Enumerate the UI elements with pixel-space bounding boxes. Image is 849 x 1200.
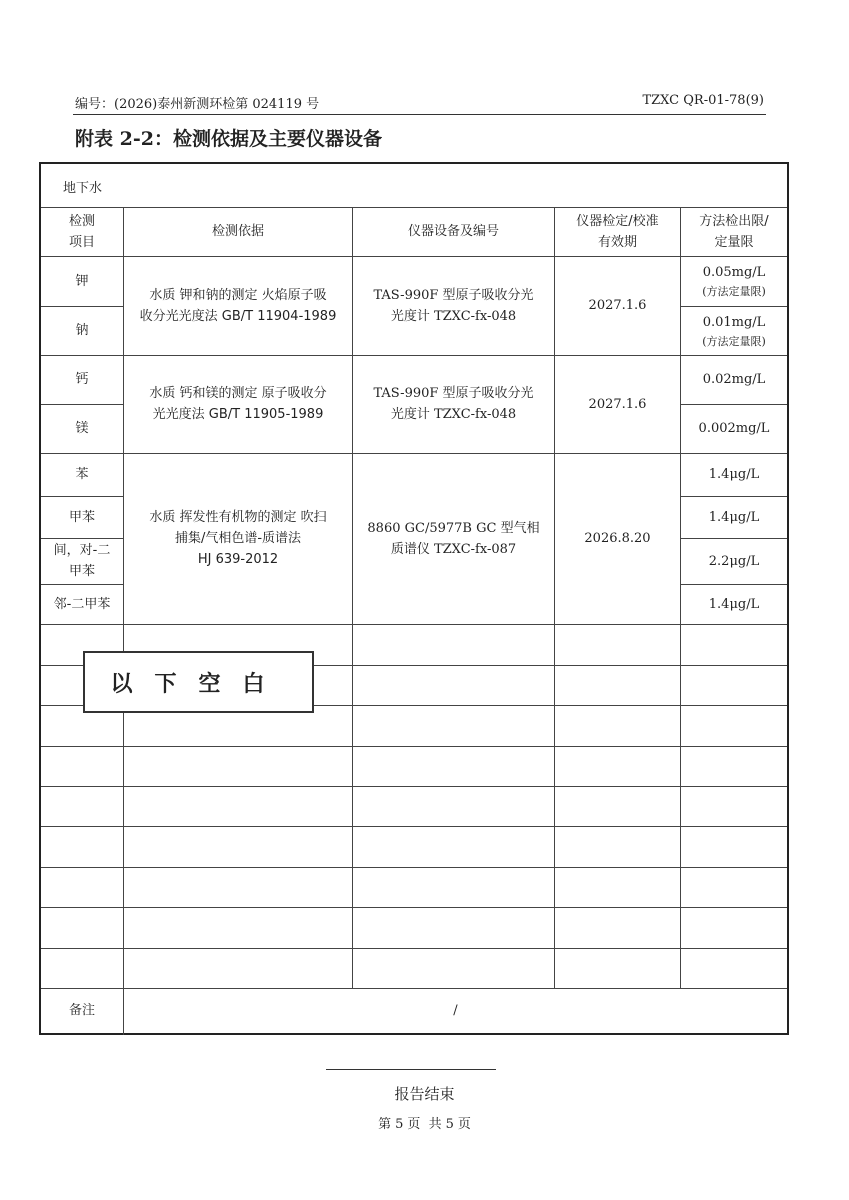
page-number: 第 5 页 共 5 页 xyxy=(378,1117,471,1132)
instrument: TAS-990F 型原子吸收分光 光度计 TZXC-fx-048 xyxy=(373,287,534,324)
rule xyxy=(41,867,787,868)
rule xyxy=(41,624,787,625)
detection-limit: 0.05mg/L (方法定量限) xyxy=(702,265,766,298)
detection-limit: 0.002mg/L xyxy=(698,421,770,436)
item-name: 镁 xyxy=(75,421,89,436)
rule xyxy=(41,907,787,908)
validity-date: 2026.8.20 xyxy=(584,531,651,546)
method-basis: 水质 钙和镁的测定 原子吸收分 光光度法 GB/T 11905-1989 xyxy=(149,386,327,422)
rule xyxy=(41,786,787,787)
section-label: 地下水 xyxy=(63,181,103,196)
rule xyxy=(41,746,787,747)
rule xyxy=(41,948,787,949)
header-doc-number: 编号：(2026)泰州新测环检第 024119 号 xyxy=(75,97,320,112)
item-name: 钠 xyxy=(75,323,89,338)
header-rule xyxy=(73,114,766,115)
detection-limit: 1.4μg/L xyxy=(708,596,760,612)
item-name: 苯 xyxy=(75,467,89,482)
instrument: 8860 GC/5977B GC 型气相 质谱仪 TZXC-fx-087 xyxy=(367,520,540,557)
item-name: 间，对-二 甲苯 xyxy=(53,543,111,579)
item-name: 钾 xyxy=(75,273,89,289)
col-header-validity: 仪器检定/校准 有效期 xyxy=(576,213,659,250)
detection-limit: 0.02mg/L xyxy=(702,372,766,387)
blank-below-stamp: 以下空白 xyxy=(83,651,314,713)
validity-date: 2027.1.6 xyxy=(588,298,647,313)
item-name: 邻-二甲苯 xyxy=(53,596,111,612)
method-basis: 水质 挥发性有机物的测定 吹扫 捕集/气相色谱-质谱法 HJ 639-2012 xyxy=(149,510,327,567)
validity-date: 2027.1.6 xyxy=(588,396,647,412)
footer-rule xyxy=(326,1069,496,1070)
detection-limit: 1.4μg/L xyxy=(708,467,760,482)
detection-limit: 2.2μg/L xyxy=(708,553,760,569)
report-end: 报告结束 xyxy=(394,1085,455,1103)
col-header-instrument: 仪器设备及编号 xyxy=(407,224,499,239)
detection-limit: 1.4μg/L xyxy=(708,509,760,525)
item-name: 钙 xyxy=(75,372,89,387)
method-basis: 水质 钾和钠的测定 火焰原子吸 收分光光度法 GB/T 11904-1989 xyxy=(139,287,337,324)
header-form-code: TZXC QR-01-78(9) xyxy=(642,93,764,108)
detection-limit: 0.01mg/L (方法定量限) xyxy=(702,314,766,348)
remarks-label: 备注 xyxy=(68,1003,95,1018)
item-name: 甲苯 xyxy=(68,509,95,525)
instrument: TAS-990F 型原子吸收分光 光度计 TZXC-fx-048 xyxy=(373,386,534,422)
col-header-item: 检测 项目 xyxy=(68,213,95,250)
col-header-limit: 方法检出限/ 定量限 xyxy=(699,213,769,250)
remarks-value: / xyxy=(453,1003,458,1018)
rule xyxy=(41,826,787,827)
page-title: 附表 2-2：检测依据及主要仪器设备 xyxy=(75,128,382,150)
col-header-basis: 检测依据 xyxy=(211,224,264,239)
